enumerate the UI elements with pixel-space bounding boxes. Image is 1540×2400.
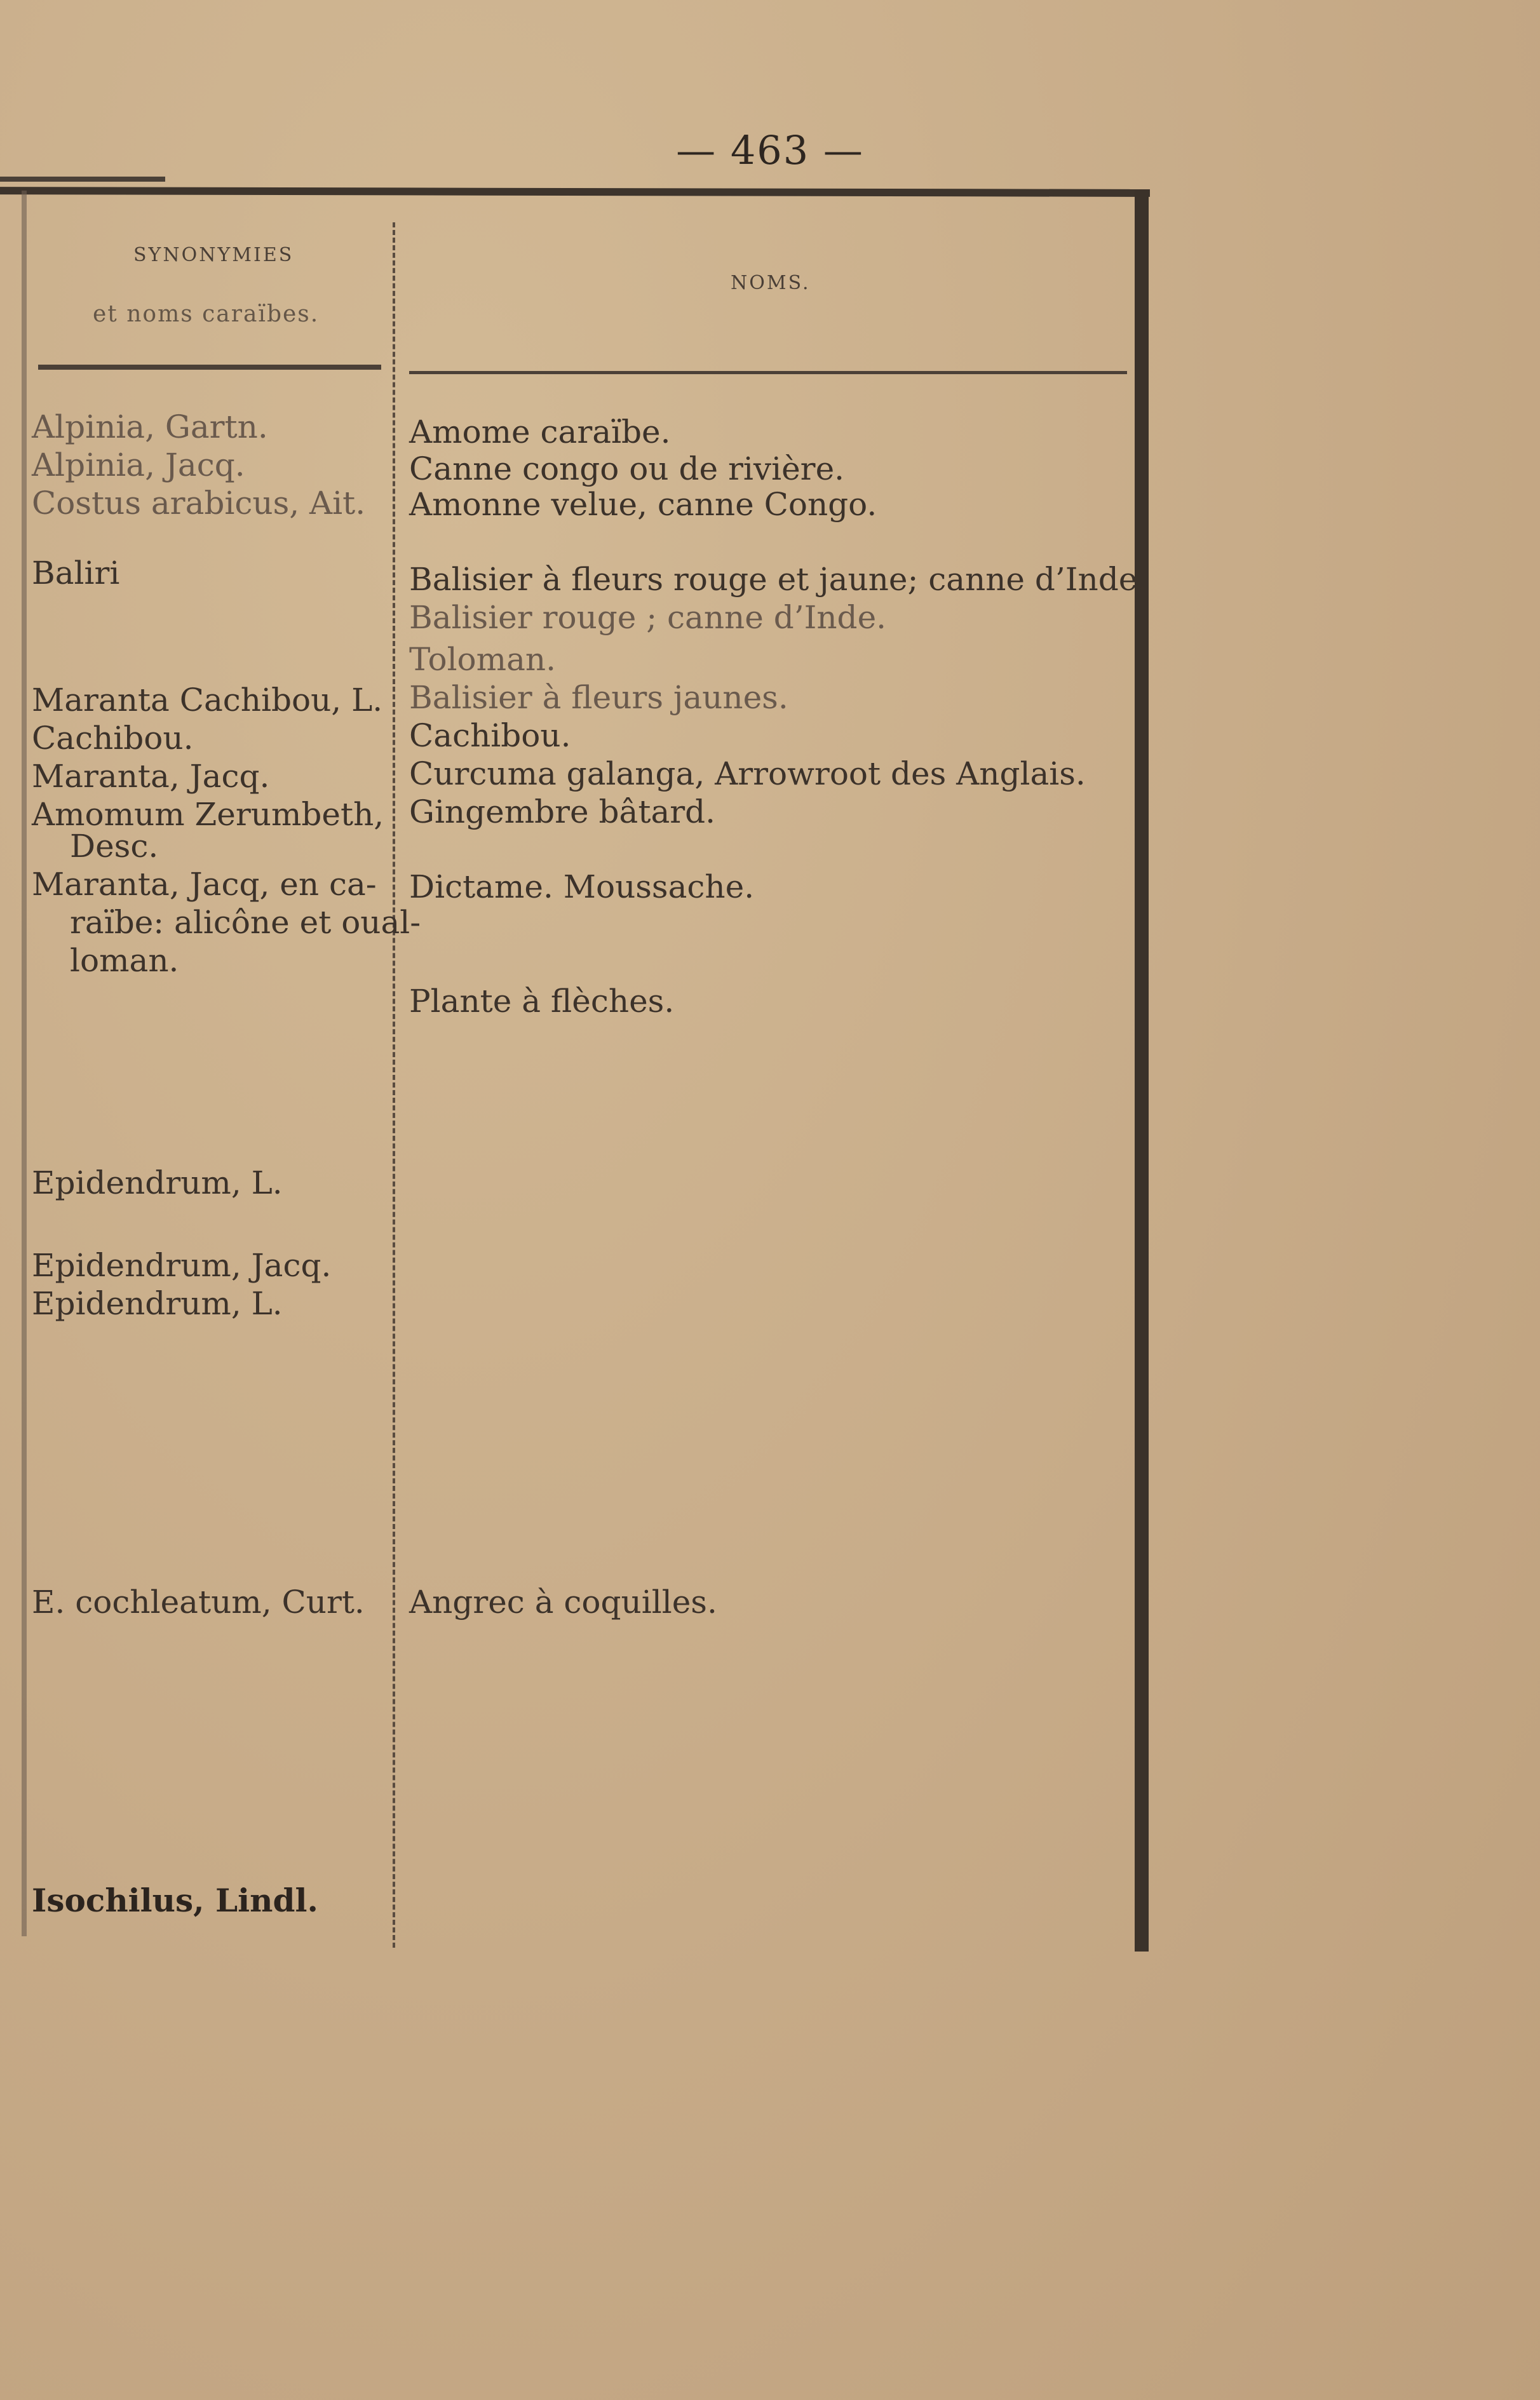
top-rule bbox=[0, 187, 1150, 197]
synonym-line: Desc. bbox=[70, 828, 159, 865]
name-line: Plante à flèches. bbox=[409, 983, 675, 1020]
name-line: Canne congo ou de rivière. bbox=[409, 450, 845, 487]
synonym-line: Alpinia, Gartn. bbox=[32, 408, 268, 445]
column-divider bbox=[393, 222, 395, 1948]
name-line: Toloman. bbox=[409, 641, 556, 678]
right-border bbox=[1135, 191, 1149, 1952]
left-border bbox=[22, 191, 27, 1936]
synonym-line: loman. bbox=[70, 942, 179, 979]
synonym-line: Epidendrum, L. bbox=[32, 1285, 283, 1322]
header-rule-left bbox=[38, 365, 381, 370]
synonym-line: raïbe: alicône et oual- bbox=[70, 904, 421, 941]
synonym-line: Baliri bbox=[32, 555, 120, 591]
name-line: Angrec à coquilles. bbox=[409, 1584, 717, 1621]
synonym-line: Costus arabicus, Ait. bbox=[32, 485, 366, 522]
synonym-line: Epidendrum, L. bbox=[32, 1164, 283, 1201]
top-rule-accent bbox=[0, 177, 165, 182]
synonym-line: Cachibou. bbox=[32, 720, 194, 757]
name-line: Balisier à fleurs jaunes. bbox=[409, 679, 788, 716]
name-line: Amome caraïbe. bbox=[409, 414, 671, 450]
header-synonymies: SYNONYMIES bbox=[133, 244, 294, 266]
name-line: Gingembre bâtard. bbox=[409, 793, 716, 830]
name-line: Balisier rouge ; canne d’Inde. bbox=[409, 599, 887, 636]
page-number: — 463 — bbox=[676, 127, 864, 173]
synonym-line: Amomum Zerumbeth, bbox=[32, 796, 384, 833]
name-line: Dictame. Moussache. bbox=[409, 868, 755, 905]
synonym-line: Maranta, Jacq. bbox=[32, 758, 270, 795]
synonym-line: Alpinia, Jacq. bbox=[32, 447, 245, 483]
synonym-line: Maranta, Jacq, en ca- bbox=[32, 866, 377, 903]
name-line: Amonne velue, canne Congo. bbox=[409, 486, 877, 523]
synonym-line: E. cochleatum, Curt. bbox=[32, 1584, 365, 1621]
name-line: Balisier à fleurs rouge et jaune; canne d’Inde. bbox=[409, 561, 1148, 598]
header-noms: NOMS. bbox=[731, 272, 811, 294]
synonym-line: Isochilus, Lindl. bbox=[32, 1882, 318, 1919]
header-noms-caraibes: et noms caraïbes. bbox=[93, 301, 320, 327]
synonym-line: Epidendrum, Jacq. bbox=[32, 1247, 332, 1284]
synonym-line: Maranta Cachibou, L. bbox=[32, 682, 383, 718]
name-line: Cachibou. bbox=[409, 717, 571, 754]
header-rule-right bbox=[409, 371, 1127, 374]
name-line: Curcuma galanga, Arrowroot des Anglais. bbox=[409, 755, 1086, 792]
